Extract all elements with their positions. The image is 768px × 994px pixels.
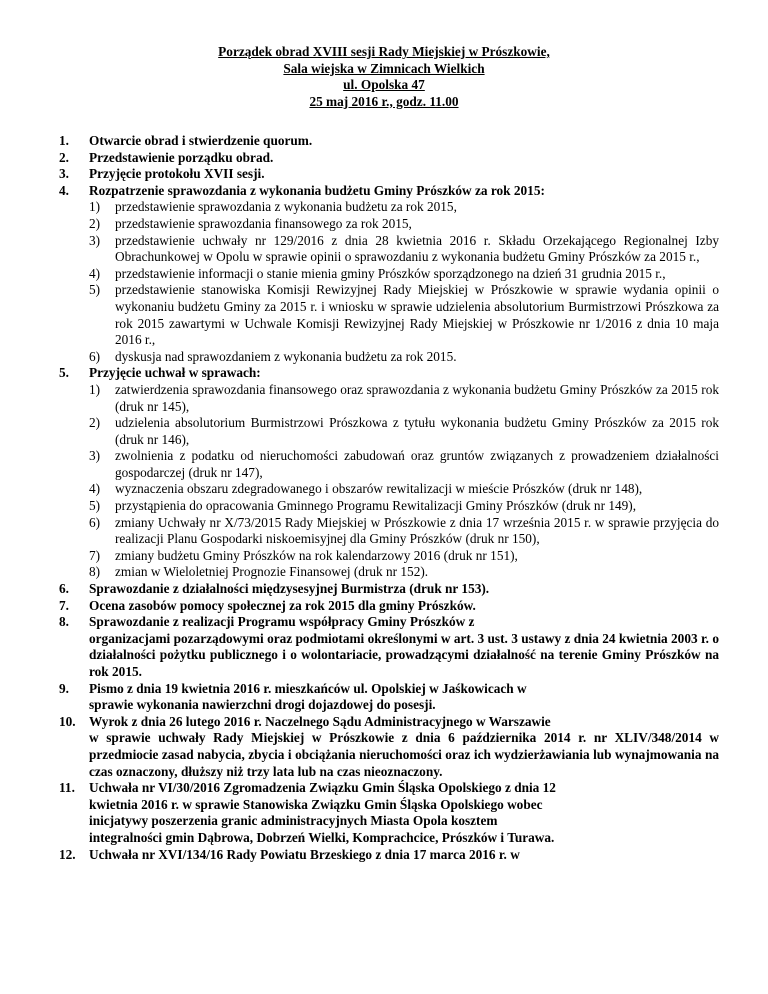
agenda-subitem-text: przedstawienie informacji o stanie mienia gminy Prószków sporządzonego na dzień 31 grudnia 2015 r., — [115, 265, 666, 281]
agenda-item — [59, 133, 719, 150]
agenda-subitem-number: 1) — [89, 199, 101, 215]
agenda-item — [59, 598, 719, 615]
agenda-item — [59, 150, 719, 167]
agenda-subitem — [89, 481, 719, 498]
agenda-subitem-text: przedstawienie sprawozdania finansowego za rok 2015, — [115, 215, 412, 231]
agenda-subitem-number: 5) — [89, 498, 101, 514]
agenda-item-number: 10. — [59, 713, 76, 729]
agenda-subitem — [89, 216, 719, 233]
document-header — [0, 44, 768, 110]
agenda-item — [59, 780, 719, 846]
header-venue: Sala wiejska w Zimnicach Wielkich — [283, 60, 485, 76]
agenda-item-number: 12. — [59, 846, 76, 862]
agenda-subitem-number: 6) — [89, 348, 101, 364]
agenda-subitem-number: 3) — [89, 448, 101, 464]
agenda-item — [59, 183, 719, 366]
agenda-item-text: inicjatywy poszerzenia granic administracyjnych Miasta Opola kosztem — [89, 813, 498, 829]
agenda-item — [59, 581, 719, 598]
agenda-subitem-text: przedstawienie stanowiska Komisji Rewizyjnej Rady Miejskiej w Prószkowie w sprawie wydania opinii o wykonaniu budżetu Gminy za 2015 r. i wniosku w sprawie udzielenia absolutorium Burmistrzowi Prószkowa za rok 2015 zawartymi w Uchwale Komisji Rewizyjnej Rady Miejskiej w Prószkowie nr 1/2016 z dnia 10 maja 2016 r., — [115, 282, 719, 348]
agenda-subitem-text: zmiany budżetu Gminy Prószków na rok kalendarzowy 2016 (druk nr 151), — [115, 547, 518, 563]
agenda-subitem-text: zwolnienia z podatku od nieruchomości zabudowań oraz gruntów związanych z prowadzeniem działalności gospodarczej (druk nr 147), — [115, 448, 719, 480]
header-datetime: 25 maj 2016 r., godz. 11.00 — [309, 93, 459, 109]
agenda-item-text: Otwarcie obrad i stwierdzenie quorum. — [89, 133, 313, 148]
agenda-subitem-text: zmian w Wieloletniej Prognozie Finansowej (druk nr 152). — [115, 564, 429, 580]
agenda-subitem-text: przedstawienie sprawozdania z wykonania budżetu za rok 2015, — [115, 199, 457, 215]
agenda-subitem-text: wyznaczenia obszaru zdegradowanego i obszarów rewitalizacji w mieście Prószków (druk nr 148), — [115, 481, 643, 497]
agenda-subitem-text: dyskusja nad sprawozdaniem z wykonania budżetu za rok 2015. — [115, 348, 457, 364]
agenda-item-text: Sprawozdanie z realizacji Programu współpracy Gminy Prószków z — [89, 614, 475, 630]
agenda-subitem — [89, 349, 719, 366]
agenda-item-number: 3. — [59, 166, 69, 182]
agenda-subitems — [89, 382, 719, 581]
agenda-subitem — [89, 266, 719, 283]
agenda-subitem-number: 1) — [89, 381, 101, 397]
agenda-item-text: Rozpatrzenie sprawozdania z wykonania budżetu Gminy Prószków za rok 2015: — [89, 182, 545, 198]
agenda-item-text: kwietnia 2016 r. w sprawie Stanowiska Związku Gmin Śląska Opolskiego wobec — [89, 796, 543, 812]
agenda-subitem-number: 3) — [89, 232, 101, 248]
agenda-subitem-text: przedstawienie uchwały nr 129/2016 z dnia 28 kwietnia 2016 r. Składu Orzekającego Regionalnej Izby Obrachunkowej w Opolu w sprawie opinii o sprawozdaniu z wykonania budżetu Gminy Prószków za 2015 r., — [115, 232, 719, 265]
agenda-subitem — [89, 564, 719, 581]
agenda-subitem-number: 2) — [89, 415, 101, 431]
agenda-subitem — [89, 448, 719, 481]
agenda-item-number: 8. — [59, 614, 69, 630]
agenda-subitem-number: 8) — [89, 564, 101, 580]
agenda-item-text: Wyrok z dnia 26 lutego 2016 r. Naczelnego Sądu Administracyjnego w Warszawie — [89, 713, 551, 729]
agenda-subitem-number: 5) — [89, 282, 101, 298]
agenda-item-number: 5. — [59, 365, 69, 381]
agenda-subitem — [89, 515, 719, 548]
agenda-subitem-number: 7) — [89, 547, 101, 563]
agenda-subitem — [89, 498, 719, 515]
agenda-item-text: Przyjęcie protokołu XVII sesji. — [89, 166, 265, 182]
agenda-item-number: 9. — [59, 680, 69, 696]
agenda-item-text: Pismo z dnia 19 kwietnia 2016 r. mieszkańców ul. Opolskiej w Jaśkowicach w — [89, 680, 527, 696]
agenda-item — [59, 681, 719, 714]
agenda-item-number: 2. — [59, 149, 69, 165]
agenda-item-text: Sprawozdanie z działalności międzysesyjnej Burmistrza (druk nr 153). — [89, 581, 490, 597]
agenda-item-text: Przedstawienie porządku obrad. — [89, 149, 274, 165]
agenda-subitem — [89, 233, 719, 266]
agenda-item-number: 11. — [59, 780, 75, 796]
agenda-subitem-text: przystąpienia do opracowania Gminnego Programu Rewitalizacji Gminy Prószków (druk nr 149), — [115, 498, 637, 514]
agenda-item-text: Uchwała nr XVI/134/16 Rady Powiatu Brzeskiego z dnia 17 marca 2016 r. w — [89, 846, 520, 862]
agenda-subitem — [89, 382, 719, 415]
agenda-item-number: 7. — [59, 597, 69, 613]
agenda-item — [59, 714, 719, 780]
agenda-item-text: Ocena zasobów pomocy społecznej za rok 2015 dla gminy Prószków. — [89, 597, 476, 613]
agenda-subitem — [89, 415, 719, 448]
agenda-item-text: sprawie wykonania nawierzchni drogi dojazdowej do posesji. — [89, 697, 436, 713]
agenda-item — [59, 365, 719, 581]
agenda-item-number: 4. — [59, 182, 69, 198]
agenda-subitem — [89, 199, 719, 216]
header-address: ul. Opolska 47 — [343, 77, 425, 92]
agenda-subitems — [89, 199, 719, 365]
agenda-item-text: organizacjami pozarządowymi oraz podmiotami określonymi w art. 3 ust. 3 ustawy z dnia 24 kwietnia 2003 r. o działalności pożytku publicznego i o wolontariacie, prowadzącymi działalność na terenie Gminy Prószków na rok 2015. — [89, 630, 719, 679]
agenda-subitem-number: 4) — [89, 481, 101, 497]
agenda-item-text: Uchwała nr VI/30/2016 Zgromadzenia Związku Gmin Śląska Opolskiego z dnia 12 — [89, 780, 556, 796]
agenda-subitem — [89, 282, 719, 348]
agenda-subitem-text: udzielenia absolutorium Burmistrzowi Prószkowa z tytułu wykonania budżetu Gminy Prószków za 2015 rok (druk nr 146), — [115, 415, 719, 447]
agenda-item — [59, 166, 719, 183]
agenda-subitem-number: 4) — [89, 265, 101, 281]
agenda-subitem-number: 2) — [89, 215, 101, 231]
agenda-subitem-number: 6) — [89, 514, 101, 530]
agenda-item-number: 6. — [59, 581, 69, 597]
agenda-item-text: integralności gmin Dąbrowa, Dobrzeń Wielki, Komprachcice, Prószków i Turawa. — [89, 829, 555, 845]
agenda-item — [59, 847, 719, 864]
agenda-item-text: Przyjęcie uchwał w sprawach: — [89, 365, 261, 381]
agenda-subitem-text: zmiany Uchwały nr X/73/2015 Rady Miejskiej w Prószkowie z dnia 17 września 2015 r. w sprawie przyjęcia do realizacji Planu Gospodarki niskoemisyjnej dla Gminy Prószków (druk nr 150), — [115, 514, 719, 547]
header-title: Porządek obrad XVIII sesji Rady Miejskiej w Prószkowie, — [218, 44, 550, 59]
agenda-subitem-text: zatwierdzenia sprawozdania finansowego oraz sprawozdania z wykonania budżetu Gminy Prószków za 2015 rok (druk nr 145), — [115, 381, 719, 414]
agenda-item-number: 1. — [59, 133, 69, 148]
agenda-list — [59, 133, 719, 863]
agenda-item-text: w sprawie uchwały Rady Miejskiej w Prószkowie z dnia 6 października 2014 r. nr XLIV/348/2014 w przedmiocie zasad nabycia, zbycia i obciążania nieruchomości oraz ich wydzierżawiania lub wynajmowania na czas oznaczony, dłuższy niż trzy lata lub na czas nieoznaczony. — [89, 730, 719, 779]
agenda-subitem — [89, 548, 719, 565]
agenda-item — [59, 614, 719, 680]
